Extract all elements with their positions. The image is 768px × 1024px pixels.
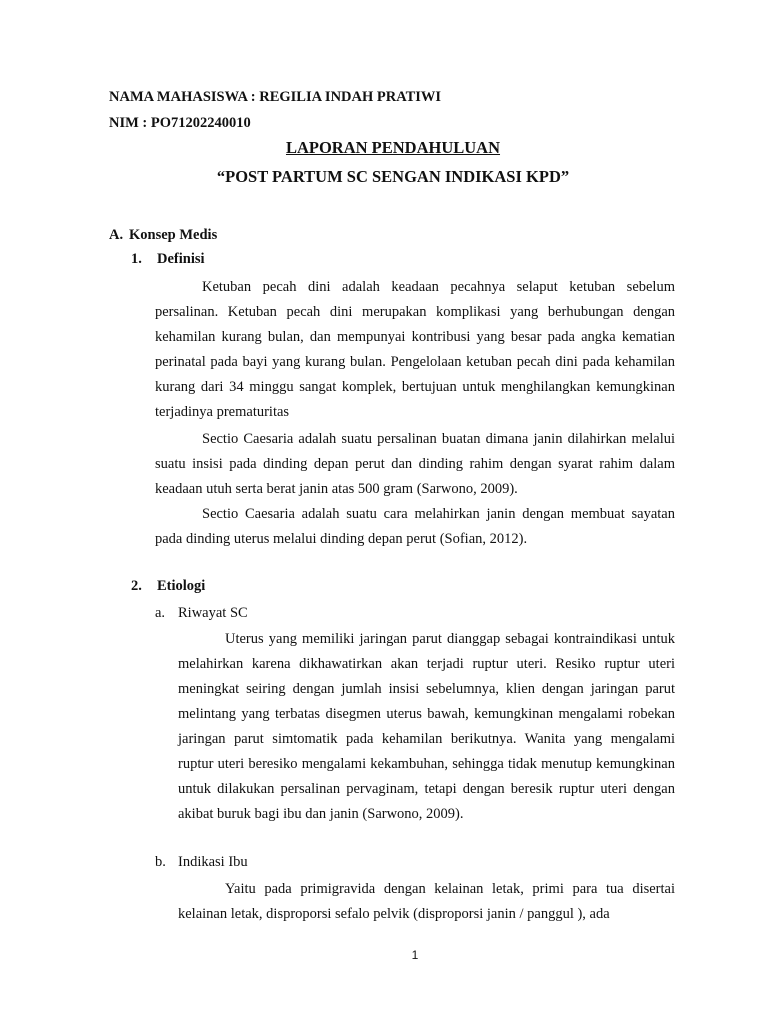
riwayat-sc-paragraph: Uterus yang memiliki jaringan parut dianggap sebagai kontraindikasi untuk melahirkan karena dikhawatirkan akan terjadi ruptur uteri. Resiko ruptur uteri meningkat seiring dengan jumlah insisi sebelumnya, klien dengan jaringan parut melintang yang terbatas disegmen uterus bawah, kemungkinan mengalami robekan jaringan parut simtomatik pada kehamilan berikutnya. Wanita yang mengalami ruptur uteri beresiko mengalami kekambuhan, sehingga tidak menutup kemungkinan untuk dilakukan persalinan pervaginam, tetapi dengan beresik ruptur uteri dengan akibat buruk bagi ibu dan janin (Sarwono, 2009). — [178, 631, 675, 822]
indikasi-ibu-paragraph: Yaitu pada primigravida dengan kelainan letak, primi para tua disertai kelainan letak, disproporsi sefalo pelvik (disproporsi janin / panggul ), ada — [178, 881, 675, 922]
item-heading-text: Indikasi Ibu — [178, 854, 248, 870]
subsection-heading-definisi — [131, 250, 205, 268]
subsection-marker: 1. — [131, 251, 142, 267]
definisi-paragraph-2: Sectio Caesaria adalah suatu persalinan buatan dimana janin dilahirkan melalui suatu insisi pada dinding depan perut dan dinding rahim dengan syarat rahim dalam keadaan utuh serta berat janin atas 500 gram (Sarwono, 2009). — [155, 431, 675, 497]
definisi-paragraph-3: Sectio Caesaria adalah suatu cara melahirkan janin dengan membuat sayatan pada dinding uterus melalui dinding depan perut (Sofian, 2012). — [155, 506, 675, 547]
student-name: NAMA MAHASISWA : REGILIA INDAH PRATIWI — [109, 89, 442, 105]
item-heading-text: Riwayat SC — [178, 605, 248, 621]
section-marker: A. — [109, 227, 124, 243]
definisi-paragraph-1: Ketuban pecah dini adalah keadaan pecahnya selaput ketuban sebelum persalinan. Ketuban pecah dini merupakan komplikasi yang berhubungan dengan kehamilan kurang bulan, dan mempunyai kontribusi yang besar pada angka kematian perinatal pada bayi yang kurang bulan. Pengelolaan ketuban pecah dini pada kehamilan kurang dari 34 minggu sangat komplek, bertujuan untuk menghilangkan kemungkinan terjadinya prematuritas — [155, 279, 675, 420]
report-title: LAPORAN PENDAHULUAN — [285, 138, 501, 157]
subsection-heading-text: Etiologi — [157, 578, 206, 594]
item-marker: b. — [155, 854, 166, 870]
subsection-heading-etiologi — [131, 577, 205, 595]
item-heading-indikasi-ibu — [155, 853, 248, 871]
report-subtitle: “POST PARTUM SC SENGAN INDIKASI KPD” — [216, 167, 570, 186]
section-heading-konsep-medis — [109, 226, 217, 244]
subsection-marker: 2. — [131, 578, 142, 594]
subsection-heading-text: Definisi — [157, 251, 205, 267]
item-heading-riwayat-sc — [155, 604, 248, 622]
item-marker: a. — [155, 605, 166, 621]
section-heading-text: Konsep Medis — [129, 227, 218, 243]
page-number: 1 — [411, 948, 419, 962]
student-nim: NIM : PO71202240010 — [109, 115, 251, 131]
